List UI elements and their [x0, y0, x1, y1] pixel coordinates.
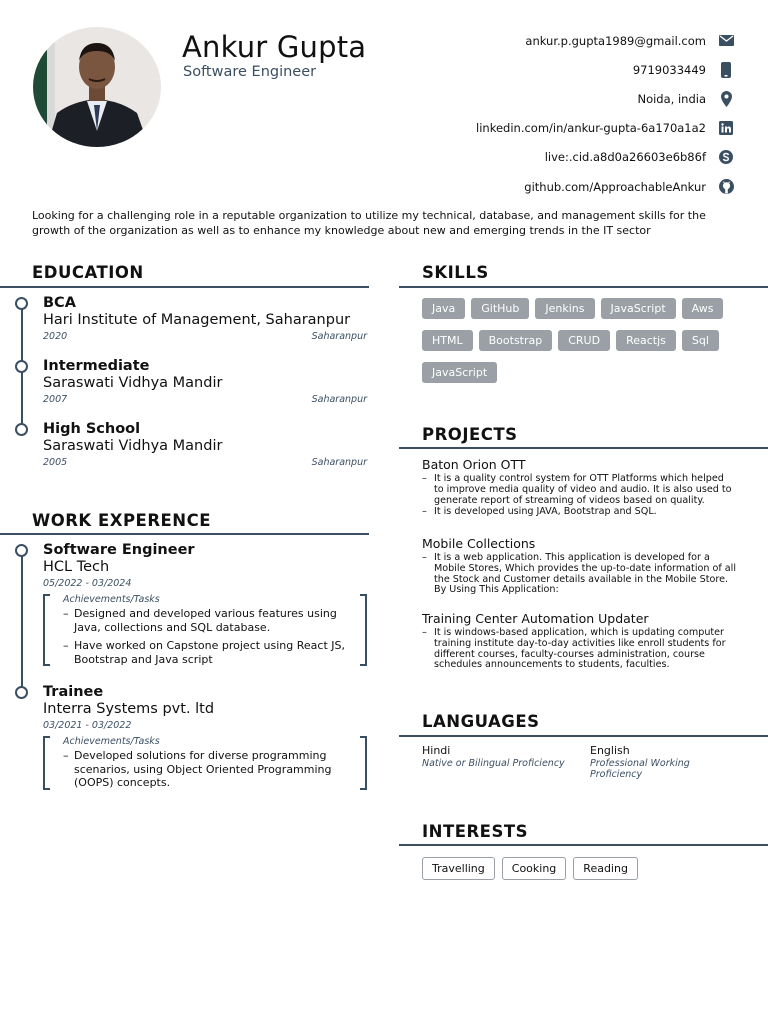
skype-icon: [718, 149, 734, 165]
work-dates: 05/2022 - 03/2024: [43, 578, 132, 589]
education-degree: Intermediate: [43, 358, 150, 374]
interest-tag: Travelling: [422, 857, 495, 880]
project-title: Mobile Collections: [422, 536, 536, 551]
project-point: – It is developed using JAVA, Bootstrap and SQL.: [422, 507, 736, 518]
education-school: Saraswati Vidhya Mandir: [43, 375, 223, 391]
languages-rule: [399, 735, 768, 737]
project-title: Training Center Automation Updater: [422, 611, 649, 626]
language-level: Professional Working Proficiency: [590, 758, 690, 780]
education-rule: [0, 286, 369, 288]
education-heading: EDUCATION: [32, 263, 144, 282]
language-name: English: [590, 744, 630, 757]
contact-linkedin-text[interactable]: linkedin.com/in/ankur-gupta-6a170a1a2: [476, 121, 706, 136]
work-role: Trainee: [43, 684, 104, 700]
skill-tag: JavaScript: [422, 362, 497, 383]
education-place: Saharanpur: [311, 394, 367, 405]
education-year: 2007: [43, 394, 68, 405]
education-degree: High School: [43, 421, 141, 437]
linkedin-icon: [718, 120, 734, 136]
work-company: HCL Tech: [43, 559, 110, 575]
achievements-label: Achievements/Tasks: [63, 736, 160, 747]
skill-tag: HTML: [422, 330, 473, 351]
interests-heading: INTERESTS: [422, 822, 528, 841]
contact-location-text: Noida, india: [637, 91, 706, 106]
envelope-icon: [718, 33, 734, 49]
timeline-dot: [15, 423, 28, 436]
education-item: [43, 295, 367, 342]
education-school: Hari Institute of Management, Saharanpur: [43, 312, 351, 328]
contact-skype[interactable]: [354, 143, 734, 172]
work-rule: [0, 533, 369, 535]
education-place: Saharanpur: [311, 457, 367, 468]
skills-rule: [399, 286, 768, 288]
summary-text: Looking for a challenging role in a reputable organization to utilize my technical, database, and management skills for the growth of the organization as well as to enhance my knowledge about new and emerging trends in the IT sector: [32, 209, 706, 237]
education-degree: BCA: [43, 295, 76, 311]
skills-heading: SKILLS: [422, 263, 489, 282]
language-level: Native or Bilingual Proficiency: [422, 758, 565, 769]
skill-tag: Reactjs: [616, 330, 676, 351]
education-item: [43, 421, 367, 468]
contact-list: [354, 26, 734, 201]
project-item: [422, 536, 736, 596]
task-item: – Have worked on Capstone project using React JS, Bootstrap and Java script: [63, 639, 357, 666]
project-item: [422, 457, 736, 518]
task-item: – Designed and developed various features using Java, collections and SQL database.: [63, 607, 357, 634]
projects-rule: [399, 447, 768, 449]
languages-heading: LANGUAGES: [422, 712, 540, 731]
interests-rule: [399, 844, 768, 846]
language-item: [590, 744, 710, 780]
map-pin-icon: [718, 91, 734, 107]
skill-tag: GitHub: [471, 298, 529, 319]
project-point: – It is a web application. This application is developed for a Mobile Stores, Which provides the up-to-date information of all the Stock and Customer details available in the Mobile Store. By Using This Application:: [422, 553, 736, 596]
skill-tag: CRUD: [558, 330, 610, 351]
achievements-box: [43, 736, 367, 790]
contact-phone[interactable]: [354, 55, 734, 84]
education-school: Saraswati Vidhya Mandir: [43, 438, 223, 454]
phone-icon: [718, 62, 734, 78]
contact-email[interactable]: [354, 26, 734, 55]
timeline-dot: [15, 686, 28, 699]
candidate-title: Software Engineer: [183, 64, 317, 80]
language-item: [422, 744, 582, 770]
skill-tag: Aws: [682, 298, 724, 319]
work-item: [43, 542, 367, 666]
work-dates: 03/2021 - 03/2022: [43, 720, 132, 731]
work-company: Interra Systems pvt. ltd: [43, 701, 215, 717]
work-heading: WORK EXPERENCE: [32, 511, 211, 530]
task-item: – Developed solutions for diverse programming scenarios, using Object Oriented Programming (OOPS) concepts.: [63, 749, 357, 790]
timeline-dot: [15, 360, 28, 373]
skills-tags: [422, 298, 736, 383]
skill-tag: Sql: [682, 330, 719, 351]
timeline-dot: [15, 297, 28, 310]
work-role: Software Engineer: [43, 542, 195, 558]
candidate-name: Ankur Gupta: [182, 30, 367, 64]
github-icon: [718, 179, 734, 195]
contact-github-text[interactable]: github.com/ApproachableAnkur: [524, 179, 706, 194]
achievements-box: [43, 594, 367, 666]
contact-linkedin[interactable]: [354, 114, 734, 143]
achievements-label: Achievements/Tasks: [63, 594, 160, 605]
timeline-dot: [15, 544, 28, 557]
profile-photo: [33, 27, 161, 147]
skill-tag: Jenkins: [535, 298, 594, 319]
contact-phone-text[interactable]: 9719033449: [632, 62, 706, 77]
contact-email-text[interactable]: ankur.p.gupta1989@gmail.com: [525, 33, 706, 48]
work-item: [43, 684, 367, 790]
interests-tags: [422, 857, 638, 880]
contact-github[interactable]: [354, 172, 734, 201]
education-year: 2020: [43, 331, 68, 342]
language-name: Hindi: [422, 744, 451, 757]
skill-tag: Bootstrap: [479, 330, 553, 351]
education-year: 2005: [43, 457, 68, 468]
project-point: – It is windows-based application, which is updating computer training institute day-to-day activities like enroll students for different courses, faculty-courses administration, course schedules announcements to students, faculties.: [422, 628, 736, 671]
contact-skype-text[interactable]: live:.cid.a8d0a26603e6b86f: [544, 150, 706, 165]
education-item: [43, 358, 367, 405]
education-place: Saharanpur: [311, 331, 367, 342]
project-title: Baton Orion OTT: [422, 457, 526, 472]
project-item: [422, 611, 736, 671]
projects-heading: PROJECTS: [422, 425, 518, 444]
interest-tag: Reading: [573, 857, 638, 880]
project-point: – It is a quality control system for OTT Platforms which helped to improve media quality of video and audio. It is also used to generate report of streaming of videos based on quality.: [422, 474, 736, 506]
interest-tag: Cooking: [502, 857, 567, 880]
work-timeline-line: [21, 550, 23, 693]
skill-tag: Java: [422, 298, 465, 319]
skill-tag: JavaScript: [601, 298, 676, 319]
contact-location: [354, 84, 734, 113]
